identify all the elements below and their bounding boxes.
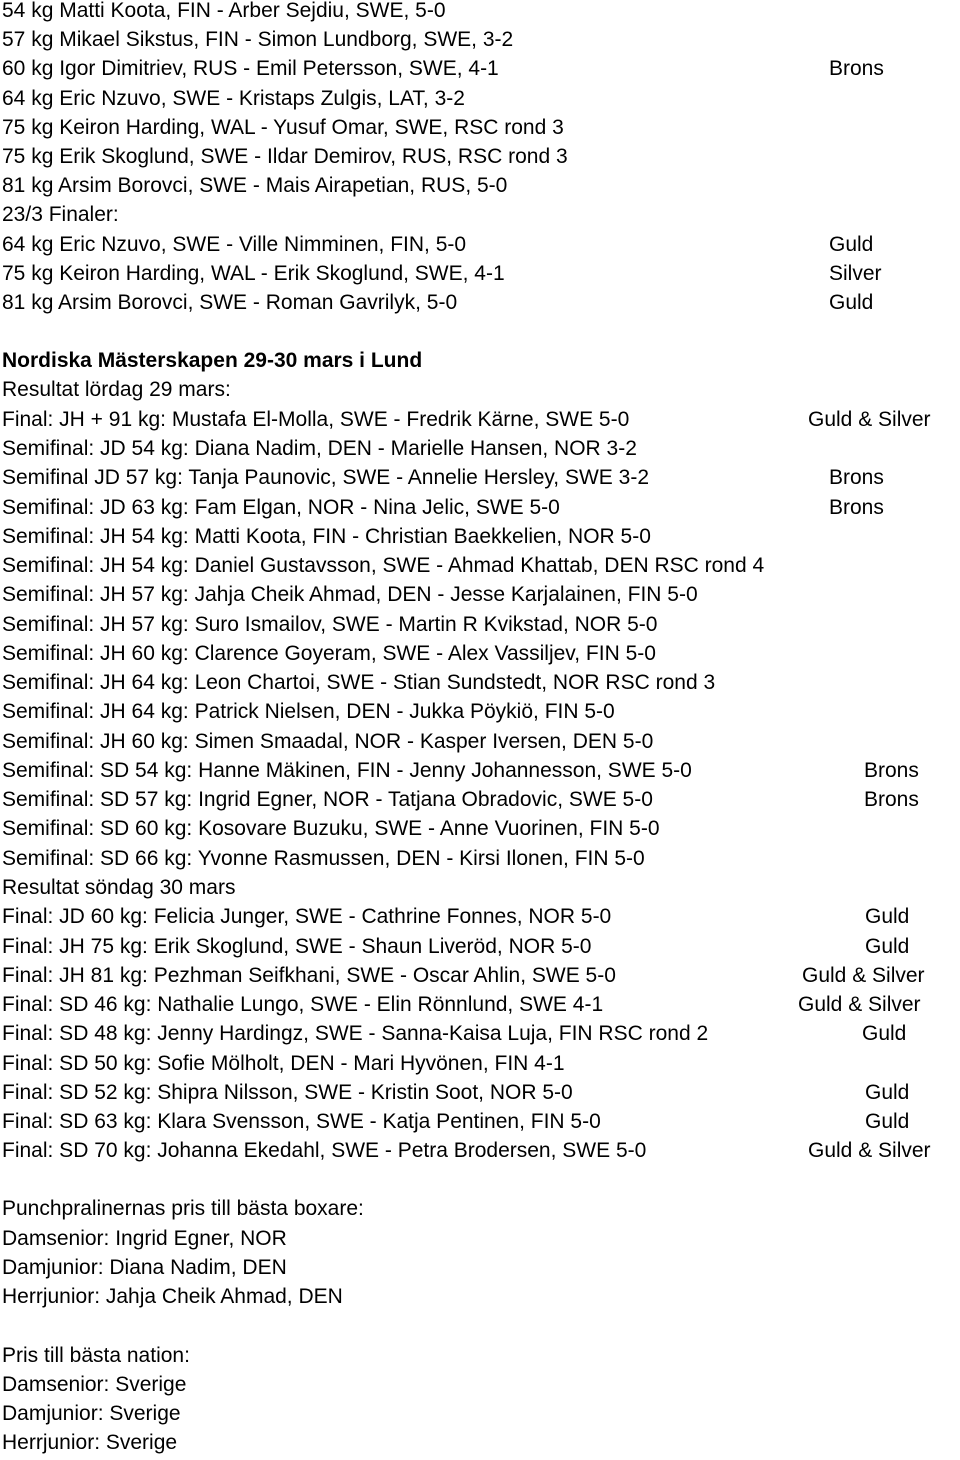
medal-label: Guld [865,1110,910,1133]
medal-label: Brons [829,466,884,489]
result-line: 57 kg Mikael Sikstus, FIN - Simon Lundborg, SWE, 3-2 [2,28,514,51]
nation-line: Damjunior: Sverige [2,1402,181,1425]
result-line: 54 kg Matti Koota, FIN - Arber Sejdiu, SWE, 5-0 [2,0,446,22]
result-line: 60 kg Igor Dimitriev, RUS - Emil Petersson, SWE, 4-1 [2,57,499,80]
section-heading: Nordiska Mästerskapen 29-30 mars i Lund [2,349,423,372]
subheading-sunday: Resultat söndag 30 mars [2,876,236,899]
nation-heading: Pris till bästa nation: [2,1344,190,1367]
result-line: Semifinal: JH 54 kg: Matti Koota, FIN - Christian Baekkelien, NOR 5-0 [2,525,651,548]
medal-label: Guld [829,233,874,256]
result-line: Semifinal: JH 57 kg: Jahja Cheik Ahmad, DEN - Jesse Karjalainen, FIN 5-0 [2,583,698,606]
result-line: Semifinal: JD 63 kg: Fam Elgan, NOR - Nina Jelic, SWE 5-0 [2,496,560,519]
nation-line: Damsenior: Sverige [2,1373,187,1396]
finals-label: 23/3 Finaler: [2,203,119,226]
medal-label: Brons [864,788,919,811]
result-line: Semifinal: SD 66 kg: Yvonne Rasmussen, DEN - Kirsi Ilonen, FIN 5-0 [2,847,645,870]
result-line: Final: JH 81 kg: Pezhman Seifkhani, SWE - Oscar Ahlin, SWE 5-0 [2,964,616,987]
result-line: 81 kg Arsim Borovci, SWE - Mais Airapetian, RUS, 5-0 [2,174,508,197]
medal-label: Silver [829,262,882,285]
medal-label: Guld [865,1081,910,1104]
result-line: Semifinal: JD 54 kg: Diana Nadim, DEN - Marielle Hansen, NOR 3-2 [2,437,637,460]
medal-label: Brons [864,759,919,782]
prize-line: Damsenior: Ingrid Egner, NOR [2,1227,287,1250]
result-line: Semifinal: JH 60 kg: Clarence Goyeram, SWE - Alex Vassiljev, FIN 5-0 [2,642,656,665]
medal-label: Guld [865,935,910,958]
result-line: Final: JD 60 kg: Felicia Junger, SWE - Cathrine Fonnes, NOR 5-0 [2,905,612,928]
medal-label: Guld [829,291,874,314]
prize-heading: Punchpralinernas pris till bästa boxare: [2,1197,364,1220]
subheading-saturday: Resultat lördag 29 mars: [2,378,231,401]
result-line: 75 kg Erik Skoglund, SWE - Ildar Demirov, RUS, RSC rond 3 [2,145,568,168]
result-line: Semifinal JD 57 kg: Tanja Paunovic, SWE - Annelie Hersley, SWE 3-2 [2,466,650,489]
result-line: 75 kg Keiron Harding, WAL - Yusuf Omar, SWE, RSC rond 3 [2,116,564,139]
nation-line: Herrjunior: Sverige [2,1431,178,1454]
result-line: Final: JH + 91 kg: Mustafa El-Molla, SWE - Fredrik Kärne, SWE 5-0 [2,408,630,431]
medal-label: Guld [862,1022,907,1045]
medal-label: Brons [829,57,884,80]
result-line: Final: SD 63 kg: Klara Svensson, SWE - Katja Pentinen, FIN 5-0 [2,1110,601,1133]
medal-label: Guld & Silver [802,964,925,987]
result-line: Final: SD 46 kg: Nathalie Lungo, SWE - Elin Rönnlund, SWE 4-1 [2,993,604,1016]
medal-label: Guld & Silver [808,1139,931,1162]
result-line: Final: SD 48 kg: Jenny Hardingz, SWE - Sanna-Kaisa Luja, FIN RSC rond 2 [2,1022,709,1045]
medal-label: Brons [829,496,884,519]
result-line: Semifinal: JH 54 kg: Daniel Gustavsson, SWE - Ahmad Khattab, DEN RSC rond 4 [2,554,765,577]
result-line: Semifinal: SD 57 kg: Ingrid Egner, NOR - Tatjana Obradovic, SWE 5-0 [2,788,653,811]
medal-label: Guld & Silver [798,993,921,1016]
prize-line: Herrjunior: Jahja Cheik Ahmad, DEN [2,1285,343,1308]
result-line: Semifinal: JH 64 kg: Patrick Nielsen, DEN - Jukka Pöykiö, FIN 5-0 [2,700,615,723]
result-line: Final: JH 75 kg: Erik Skoglund, SWE - Shaun Liveröd, NOR 5-0 [2,935,592,958]
result-line: 81 kg Arsim Borovci, SWE - Roman Gavrilyk, 5-0 [2,291,458,314]
prize-line: Damjunior: Diana Nadim, DEN [2,1256,287,1279]
result-line: Final: SD 50 kg: Sofie Mölholt, DEN - Mari Hyvönen, FIN 4-1 [2,1052,565,1075]
result-line: 64 kg Eric Nzuvo, SWE - Kristaps Zulgis, LAT, 3-2 [2,87,465,110]
result-line: Semifinal: JH 60 kg: Simen Smaadal, NOR - Kasper Iversen, DEN 5-0 [2,730,654,753]
result-line: Semifinal: SD 60 kg: Kosovare Buzuku, SWE - Anne Vuorinen, FIN 5-0 [2,817,660,840]
result-line: Semifinal: SD 54 kg: Hanne Mäkinen, FIN - Jenny Johannesson, SWE 5-0 [2,759,692,782]
result-line: 64 kg Eric Nzuvo, SWE - Ville Nimminen, FIN, 5-0 [2,233,467,256]
result-line: Semifinal: JH 64 kg: Leon Chartoi, SWE - Stian Sundstedt, NOR RSC rond 3 [2,671,716,694]
result-line: Final: SD 70 kg: Johanna Ekedahl, SWE - Petra Brodersen, SWE 5-0 [2,1139,647,1162]
result-line: Final: SD 52 kg: Shipra Nilsson, SWE - Kristin Soot, NOR 5-0 [2,1081,573,1104]
medal-label: Guld & Silver [808,408,931,431]
result-line: Semifinal: JH 57 kg: Suro Ismailov, SWE - Martin R Kvikstad, NOR 5-0 [2,613,658,636]
result-line: 75 kg Keiron Harding, WAL - Erik Skoglund, SWE, 4-1 [2,262,505,285]
medal-label: Guld [865,905,910,928]
